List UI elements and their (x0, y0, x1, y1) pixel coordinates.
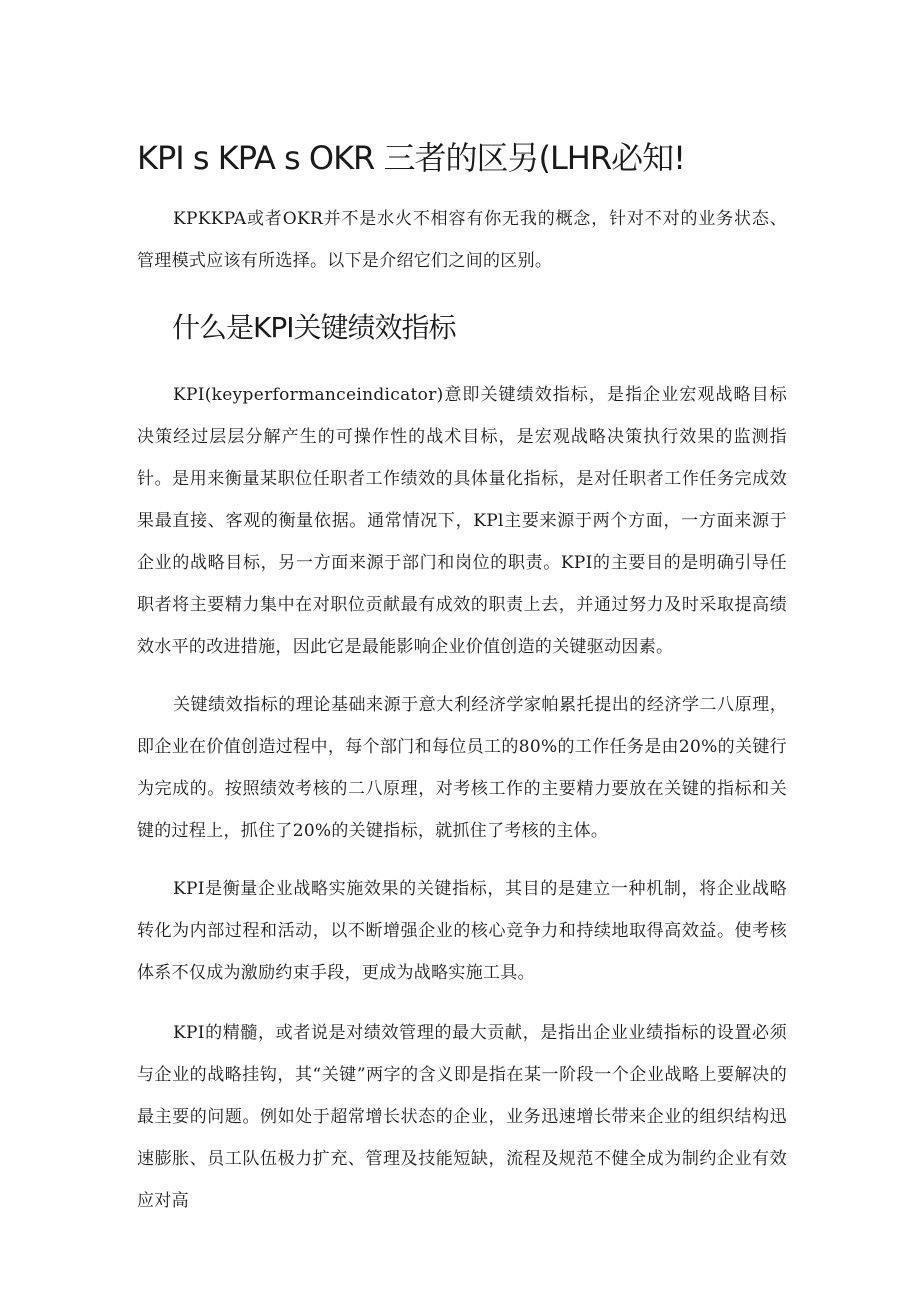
intro-paragraph: KPKKPA或者OKR并不是水火不相容有你无我的概念，针对不对的业务状态、管理模式应该有所选择。以下是介绍它们之间的区别。 (137, 209, 787, 271)
body-paragraph: 关键绩效指标的理论基础来源于意大利经济学家帕累托提出的经济学二八原理，即企业在价值创造过程中，每个部门和每位员工的80%的工作任务是由20%的关键行为完成的。按照绩效考核的二八原理，对考核工作的主要精力要放在关键的指标和关键的过程上，抓住了20%的关键指标，就抓住了考核的主体。 (137, 695, 787, 841)
document-title: KPI s KPA s OKR 三者的区另(LHR必知! (137, 139, 685, 177)
body-paragraph: KPI是衡量企业战略实施效果的关键指标，其目的是建立一种机制，将企业战略转化为内部过程和活动，以不断增强企业的核心竞争力和持续地取得高效益。使考核体系不仅成为激励约束手段，更成为战略实施工具。 (137, 879, 787, 983)
section-heading: 什么是KPI关键绩效指标 (172, 311, 456, 344)
body-paragraph: KPI(keyperformanceindicator)意即关键绩效指标，是指企业宏观战略目标决策经过层层分解产生的可操作性的战术目标，是宏观战略决策执行效果的监测指针。是用来衡量某职位任职者工作绩效的具体量化指标，是对任职者工作任务完成效果最直接、客观的衡量依据。通常情况下，KPl主要来源于两个方面，一方面来源于企业的战略目标，另一方面来源于部门和岗位的职责。KPI的主要目的是明确引导任职者将主要精力集中在对职位贡献最有成效的职责上去，并通过努力及时采取提高绩效水平的改进措施，因此它是最能影响企业价值创造的关键驱动因素。 (137, 385, 787, 657)
body-paragraph: KPI的精髓，或者说是对绩效管理的最大贡献，是指出企业业绩指标的设置必须与企业的战略挂钩，其“关键”两字的含义即是指在某一阶段一个企业战略上要解决的最主要的问题。例如处于超常增长状态的企业，业务迅速增长带来企业的组织结构迅速膨胀、员工队伍极力扩充、管理及技能短缺，流程及规范不健全成为制约企业有效应对高 (137, 1023, 787, 1211)
